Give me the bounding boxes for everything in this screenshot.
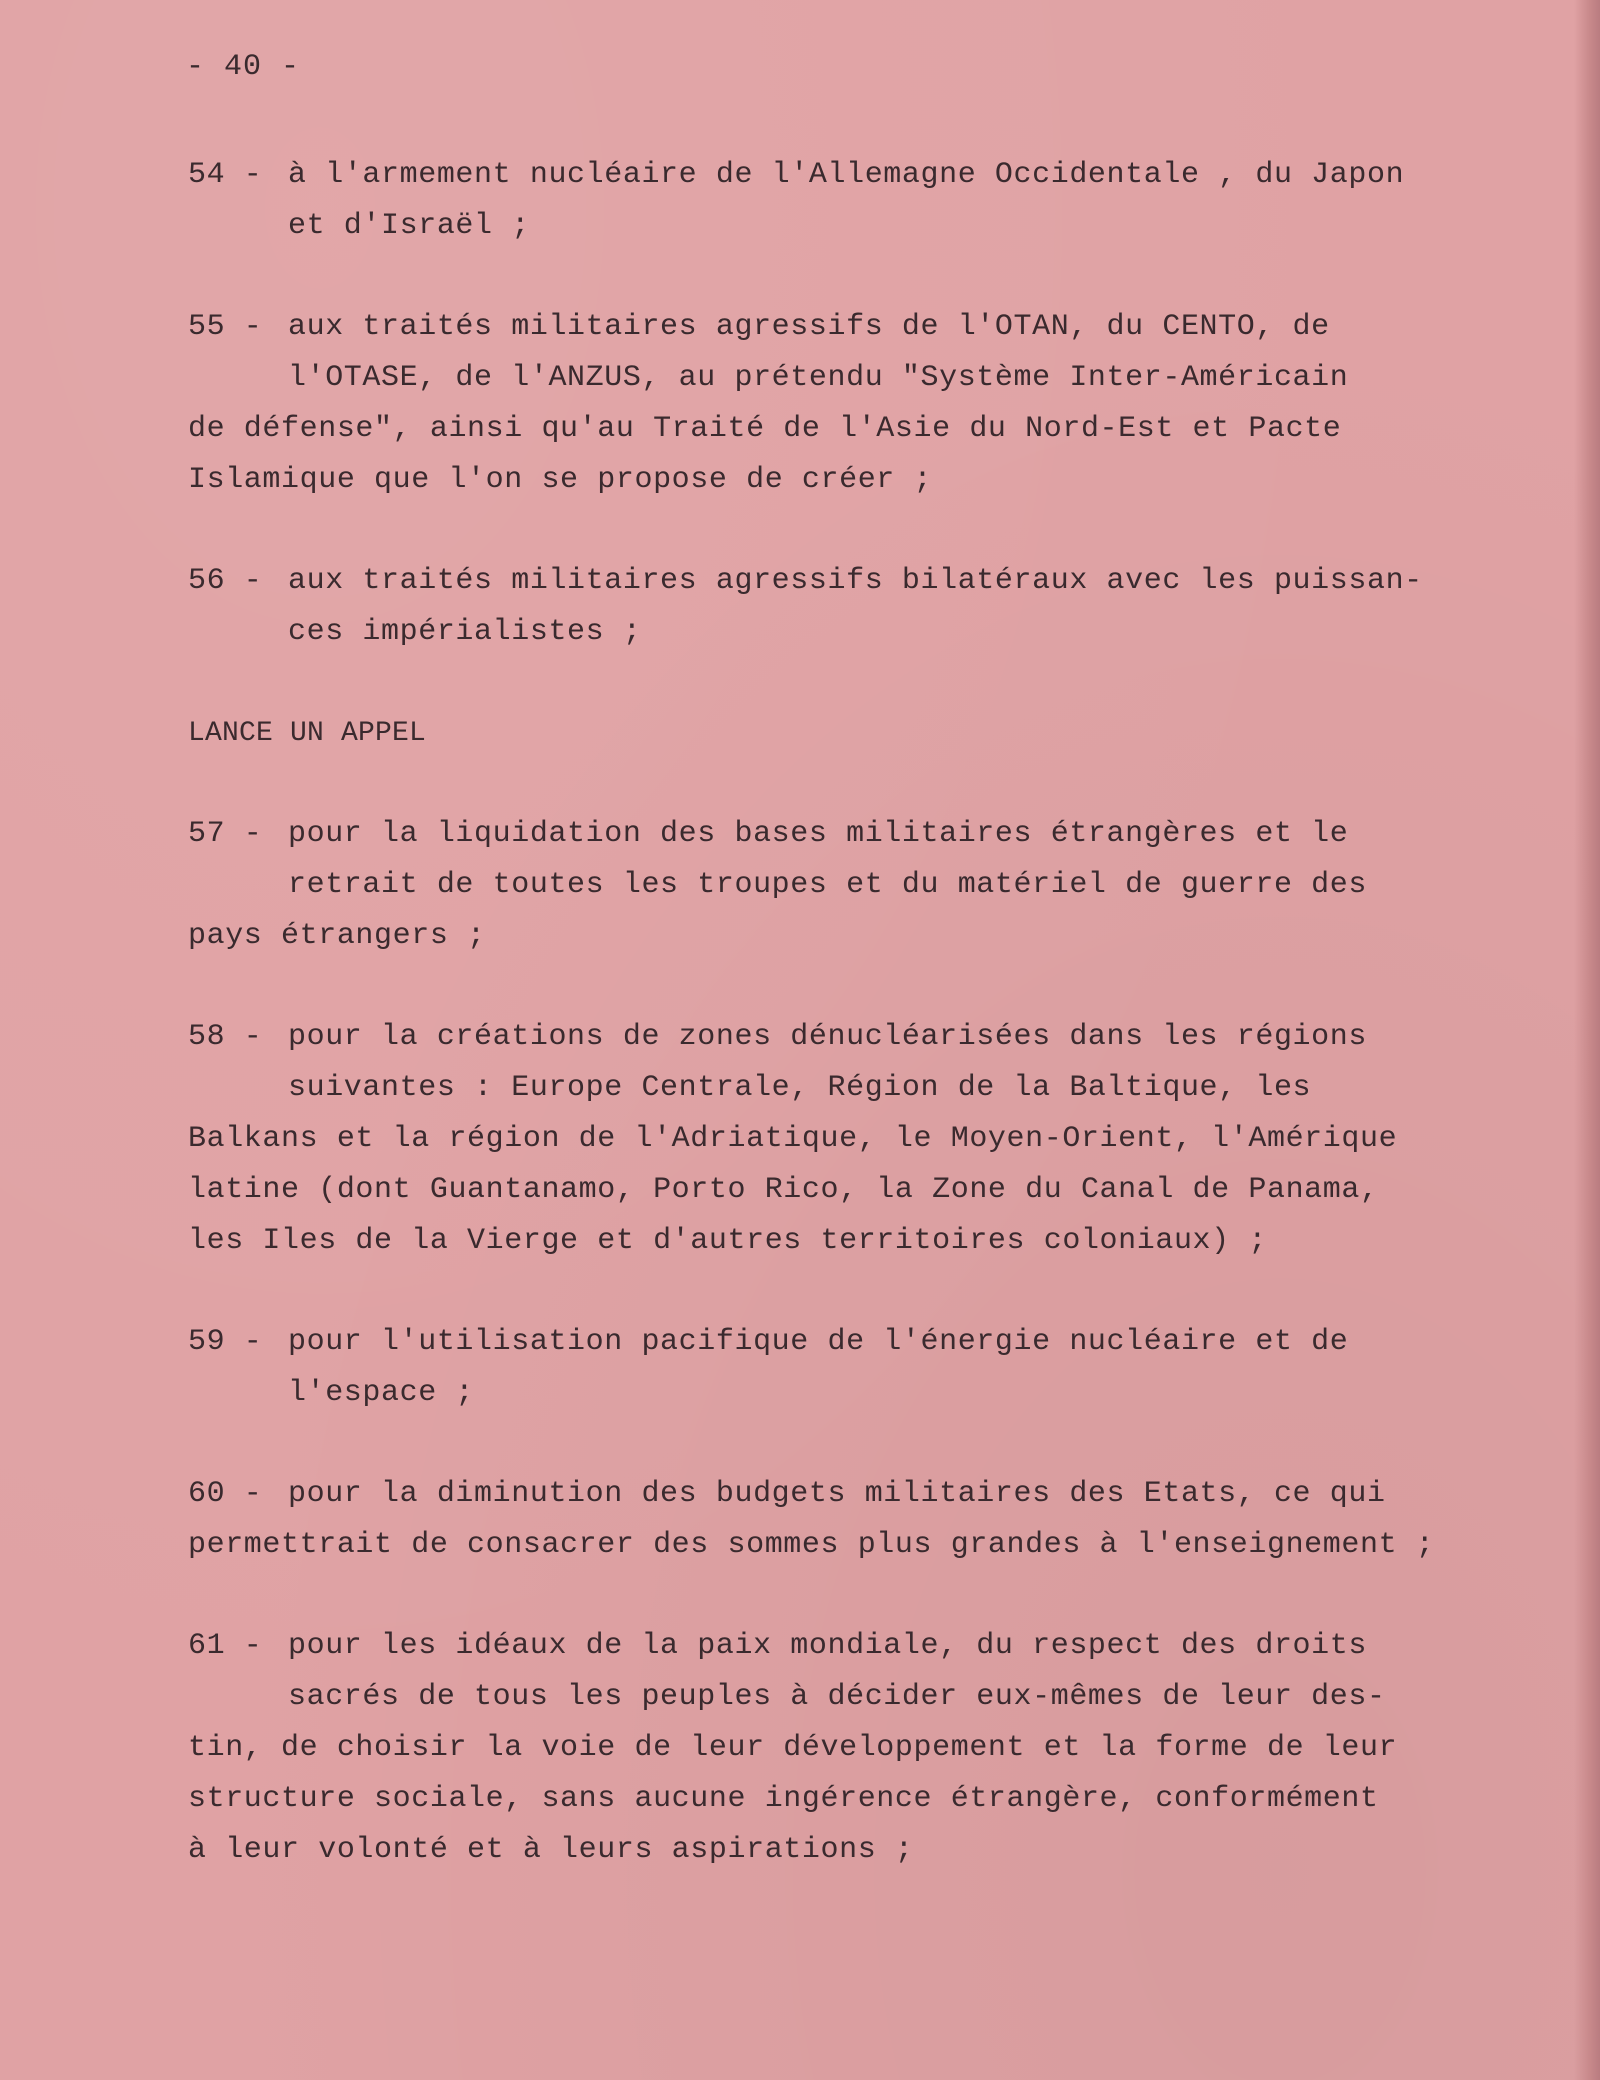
item-line: aux traités militaires agressifs bilatéraux avec les puissan- [288, 564, 1423, 598]
item-number: 54 - [188, 158, 263, 192]
item-line: sacrés de tous les peuples à décider eux-mêmes de leur des- [288, 1680, 1386, 1714]
item-line: aux traités militaires agressifs de l'OTAN, du CENTO, de [288, 310, 1330, 344]
item-line: et d'Israël ; [288, 209, 530, 243]
resolution-item-59 [188, 1317, 1528, 1419]
resolution-item-57 [188, 809, 1528, 962]
item-line: ces impérialistes ; [288, 615, 642, 649]
item-number: 60 - [188, 1477, 263, 1511]
section-heading: LANCE UN APPEL [188, 718, 427, 749]
item-line: de défense", ainsi qu'au Traité de l'Asie du Nord-Est et Pacte [188, 412, 1342, 446]
item-number: 55 - [188, 310, 263, 344]
item-line: à l'armement nucléaire de l'Allemagne Occidentale , du Japon [288, 158, 1405, 192]
item-line: pour l'utilisation pacifique de l'énergie nucléaire et de [288, 1325, 1349, 1359]
item-line: latine (dont Guantanamo, Porto Rico, la Zone du Canal de Panama, [188, 1173, 1379, 1207]
item-line: permettrait de consacrer des sommes plus grandes à l'enseignement ; [188, 1528, 1435, 1562]
item-line: pour la créations de zones dénucléarisées dans les régions [288, 1020, 1367, 1054]
item-number: 57 - [188, 817, 263, 851]
item-number: 58 - [188, 1020, 263, 1054]
document-body [188, 150, 1528, 1926]
resolution-item-56 [188, 556, 1528, 658]
resolution-item-55 [188, 302, 1528, 506]
item-line: retrait de toutes les troupes et du matériel de guerre des [288, 868, 1367, 902]
resolution-item-58 [188, 1012, 1528, 1267]
item-line: pour la liquidation des bases militaires étrangères et le [288, 817, 1349, 851]
page-edge-shadow [1574, 0, 1600, 2080]
item-line: pays étrangers ; [188, 919, 486, 953]
item-number: 56 - [188, 564, 263, 598]
item-number: 61 - [188, 1629, 263, 1663]
item-line: pour les idéaux de la paix mondiale, du respect des droits [288, 1629, 1367, 1663]
page-number: - 40 - [186, 50, 301, 84]
item-number: 59 - [188, 1325, 263, 1359]
item-line: structure sociale, sans aucune ingérence étrangère, conformément [188, 1782, 1379, 1816]
item-line: Balkans et la région de l'Adriatique, le Moyen-Orient, l'Amérique [188, 1122, 1398, 1156]
item-line: pour la diminution des budgets militaires des Etats, ce qui [288, 1477, 1386, 1511]
resolution-item-54 [188, 150, 1528, 252]
item-line: à leur volonté et à leurs aspirations ; [188, 1833, 914, 1867]
item-line: suivantes : Europe Centrale, Région de la Baltique, les [288, 1071, 1312, 1105]
item-line: l'OTASE, de l'ANZUS, au prétendu "Système Inter-Américain [288, 361, 1349, 395]
item-line: tin, de choisir la voie de leur développement et la forme de leur [188, 1731, 1398, 1765]
item-line: Islamique que l'on se propose de créer ; [188, 463, 933, 497]
item-line: l'espace ; [288, 1376, 475, 1410]
item-line: les Iles de la Vierge et d'autres territoires coloniaux) ; [188, 1224, 1267, 1258]
resolution-item-60 [188, 1469, 1528, 1571]
resolution-item-61 [188, 1621, 1528, 1876]
